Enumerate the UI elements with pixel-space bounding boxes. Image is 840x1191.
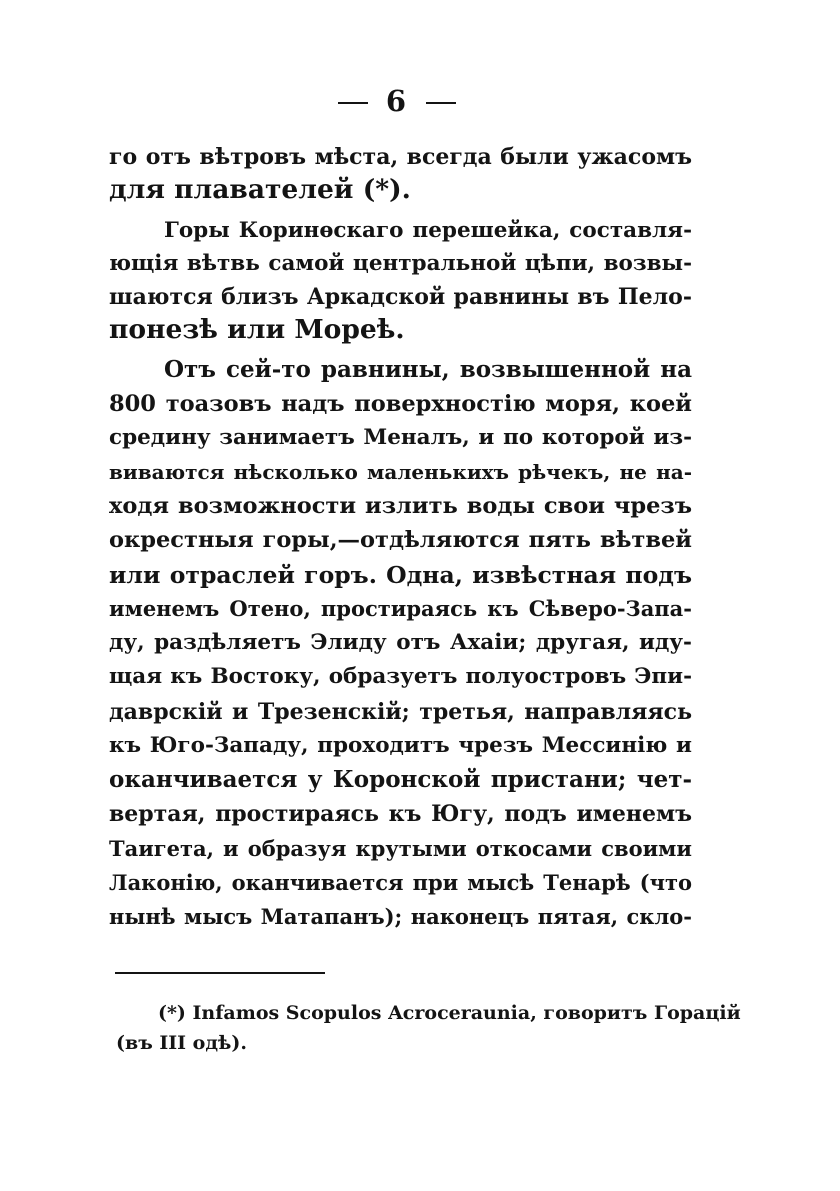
text-line: щая къ Востоку, образуетъ полуостровъ Эпи- (109, 664, 692, 689)
text-line: Отъ сей-то равнины, возвышенной на (164, 356, 692, 383)
text-line: къ Юго-Западу, проходитъ чрезъ Мессинію и (109, 733, 692, 758)
text-line: ющія вѣтвь самой центральной цѣпи, возвы- (109, 251, 692, 276)
footnote-line: (въ III одѣ). (116, 1032, 247, 1054)
dash-right (426, 102, 456, 104)
page-number-value: 6 (385, 84, 409, 118)
text-line: Лаконію, оканчивается при мысѣ Тенарѣ (что (109, 870, 692, 895)
text-line: для плавателей (*). (109, 174, 411, 205)
text-line: окрестныя горы,—отдѣляются пять вѣтвей (109, 527, 692, 553)
footnote-line: (*) Infamos Scopulos Acroceraunia, говоритъ Горацій (158, 1002, 741, 1024)
text-line: оканчивается у Коронской пристани; чет- (109, 766, 692, 793)
text-line: ходя возможности излить воды свои чрезъ (109, 493, 692, 519)
dash-left (338, 102, 368, 104)
text-line: го отъ вѣтровъ мѣста, всегда были ужасомъ (109, 144, 692, 170)
page-number (0, 84, 794, 118)
text-line: понезѣ или Мореѣ. (109, 314, 405, 345)
text-line: ду, раздѣляетъ Элиду отъ Ахаіи; другая, иду- (109, 630, 692, 655)
text-line: даврскій и Трезенскій; третья, направляясь (109, 699, 692, 725)
text-line: шаются близъ Аркадской равнины въ Пело- (109, 284, 692, 310)
text-line: вертая, простираясь къ Югу, подъ именемъ (109, 801, 692, 827)
text-line: виваются нѣсколько маленькихъ рѣчекъ, не на- (109, 460, 692, 484)
text-line: именемъ Отено, простираясь къ Сѣверо-Запа- (109, 596, 692, 621)
text-line: средину занимаетъ Меналъ, и по которой из- (109, 425, 692, 450)
text-line: Таигета, и образуя крутыми откосами своими (109, 836, 692, 861)
footnote-divider (115, 972, 325, 974)
text-line: или отраслей горъ. Одна, извѣстная подъ (109, 561, 692, 589)
text-line: 800 тоазовъ надъ поверхностію моря, коей (109, 391, 692, 417)
text-line: Горы Коринѳскаго перешейка, составля- (164, 218, 692, 243)
text-line: нынѣ мысъ Матапанъ); наконецъ пятая, скло- (109, 904, 692, 929)
